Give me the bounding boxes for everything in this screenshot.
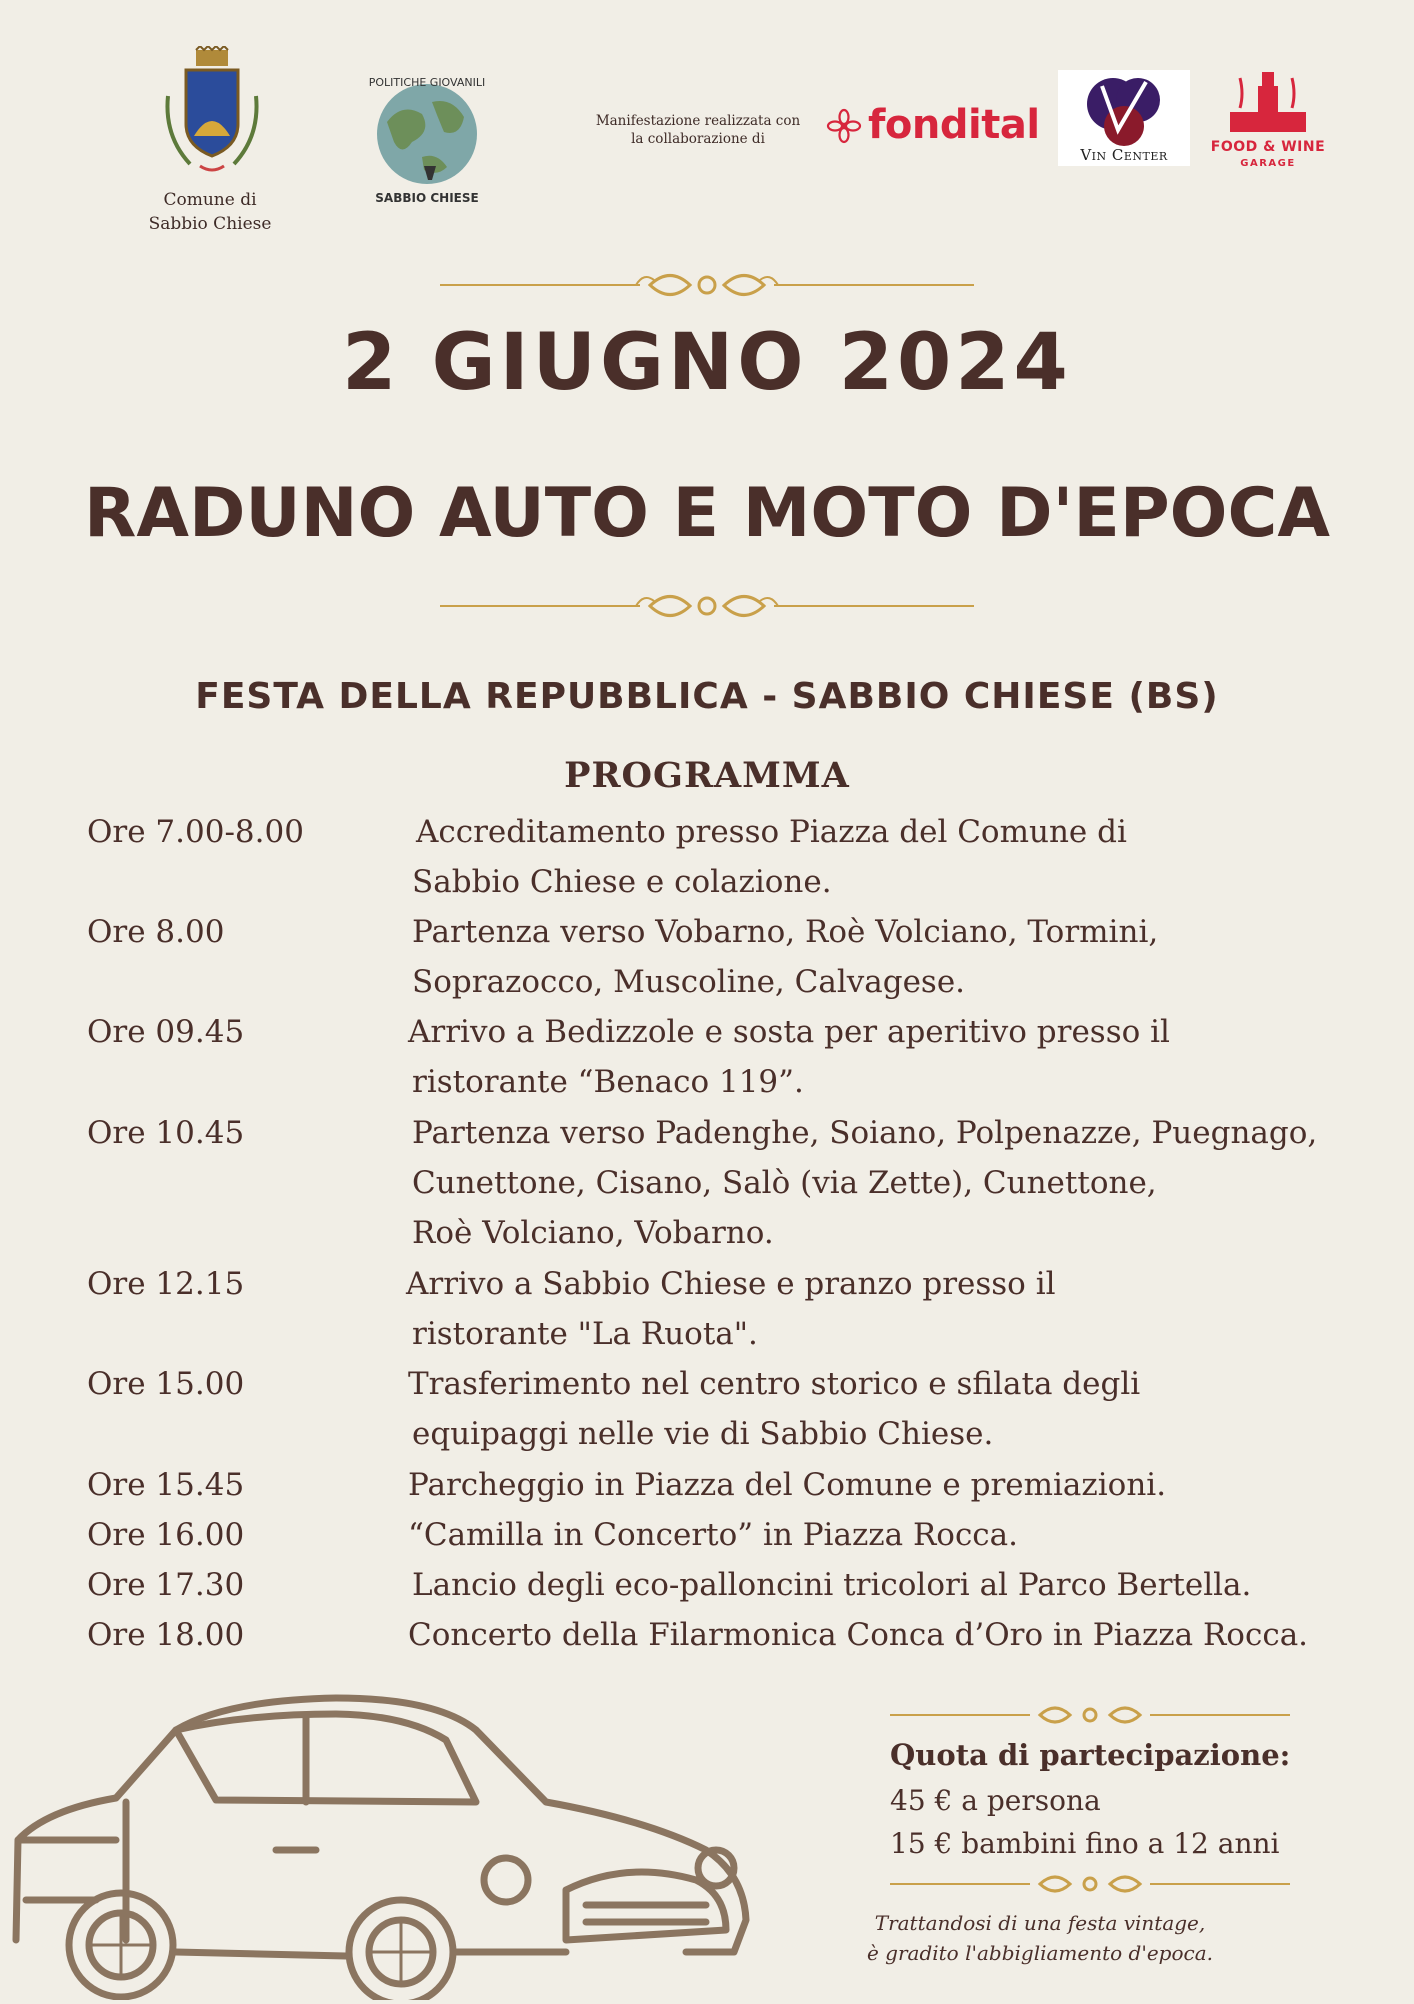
food-wine-subtitle: GARAGE [1240,158,1296,169]
schedule-time: Ore 16.00 [87,1517,245,1553]
schedule-text: Sabbio Chiese e colazione. [412,864,832,900]
event-subtitle: FESTA DELLA REPUBBLICA - SABBIO CHIESE (BS) [195,676,1219,717]
fondital-logo: fondital [868,102,1040,148]
dress-code-note [860,1908,1220,1968]
schedule-time: Ore 15.45 [87,1467,245,1503]
comune-caption [110,188,310,236]
schedule-text: Parcheggio in Piazza del Comune e premiazioni. [408,1467,1167,1503]
schedule-text: Arrivo a Bedizzole e sosta per aperitivo presso il [408,1014,1170,1050]
collab-line-1: Manifestazione realizzata con [595,113,801,129]
collab-line-2: la collaborazione di [631,131,765,147]
event-main-title: RADUNO AUTO E MOTO D'EPOCA [83,474,1330,553]
comune-caption-line-1: Comune di [163,190,257,210]
schedule-text: Lancio degli eco-palloncini tricolori al Parco Bertella. [412,1567,1252,1603]
schedule-time: Ore 09.45 [87,1014,245,1050]
schedule-text: Concerto della Filarmonica Conca d’Oro in Piazza Rocca. [408,1617,1309,1653]
schedule-time: Ore 10.45 [87,1115,245,1151]
schedule-text: ristorante "La Ruota". [412,1316,758,1352]
comune-caption-line-2: Sabbio Chiese [148,214,272,234]
quota-title: Quota di partecipazione: [890,1738,1291,1772]
note-line-2: è gradito l'abbigliamento d'epoca. [866,1941,1214,1965]
schedule-text: equipaggi nelle vie di Sabbio Chiese. [412,1416,994,1452]
schedule-text: Accreditamento presso Piazza del Comune di [416,814,1127,850]
schedule-time: Ore 17.30 [87,1567,245,1603]
ornament-divider-quota-bottom [890,1866,1290,1902]
comune-crest-icon [160,46,264,186]
food-wine-title: FOOD & WINE [1210,139,1326,155]
food-wine-bottle-icon [1222,68,1314,136]
programma-heading: PROGRAMMA [564,755,850,796]
schedule-time: Ore 12.15 [87,1266,245,1302]
schedule-text: Roè Volciano, Vobarno. [412,1215,774,1251]
politiche-giovanili-logo [352,62,502,212]
note-line-1: Trattandosi di una festa vintage, [874,1911,1206,1935]
schedule-text: Soprazocco, Muscoline, Calvagese. [412,964,966,1000]
event-date-title: 2 GIUGNO 2024 [342,318,1072,408]
schedule-text: Partenza verso Padenghe, Soiano, Polpenazze, Puegnago, [412,1115,1318,1151]
vin-center-caption: Vin Center [1080,146,1168,164]
schedule-time: Ore 18.00 [87,1617,245,1653]
quota-price-adult: 45 € a persona [890,1784,1101,1817]
schedule-text: “Camilla in Concerto” in Piazza Rocca. [408,1517,1019,1553]
schedule-text: Trasferimento nel centro storico e sfilata degli [408,1366,1141,1402]
schedule-text: Arrivo a Sabbio Chiese e pranzo presso il [406,1266,1056,1302]
ornament-divider-middle [440,583,974,629]
schedule-time: Ore 8.00 [87,914,225,950]
schedule-time: Ore 15.00 [87,1366,245,1402]
politiche-top-text: POLITICHE GIOVANILI [368,76,486,89]
collaboration-text [588,112,808,148]
schedule-text: Cunettone, Cisano, Salò (via Zette), Cunettone, [412,1165,1157,1201]
schedule-text: ristorante “Benaco 119”. [412,1064,804,1100]
quota-price-child: 15 € bambini fino a 12 anni [890,1827,1280,1860]
schedule-text: Partenza verso Vobarno, Roè Volciano, Tormini, [412,914,1159,950]
ornament-divider-top [440,262,974,308]
politiche-bottom-text: SABBIO CHIESE [375,191,479,205]
schedule-time: Ore 7.00-8.00 [87,814,304,850]
ornament-divider-quota-top [890,1697,1290,1733]
fondital-flower-icon [826,108,862,144]
vintage-car-illustration [6,1690,766,2000]
